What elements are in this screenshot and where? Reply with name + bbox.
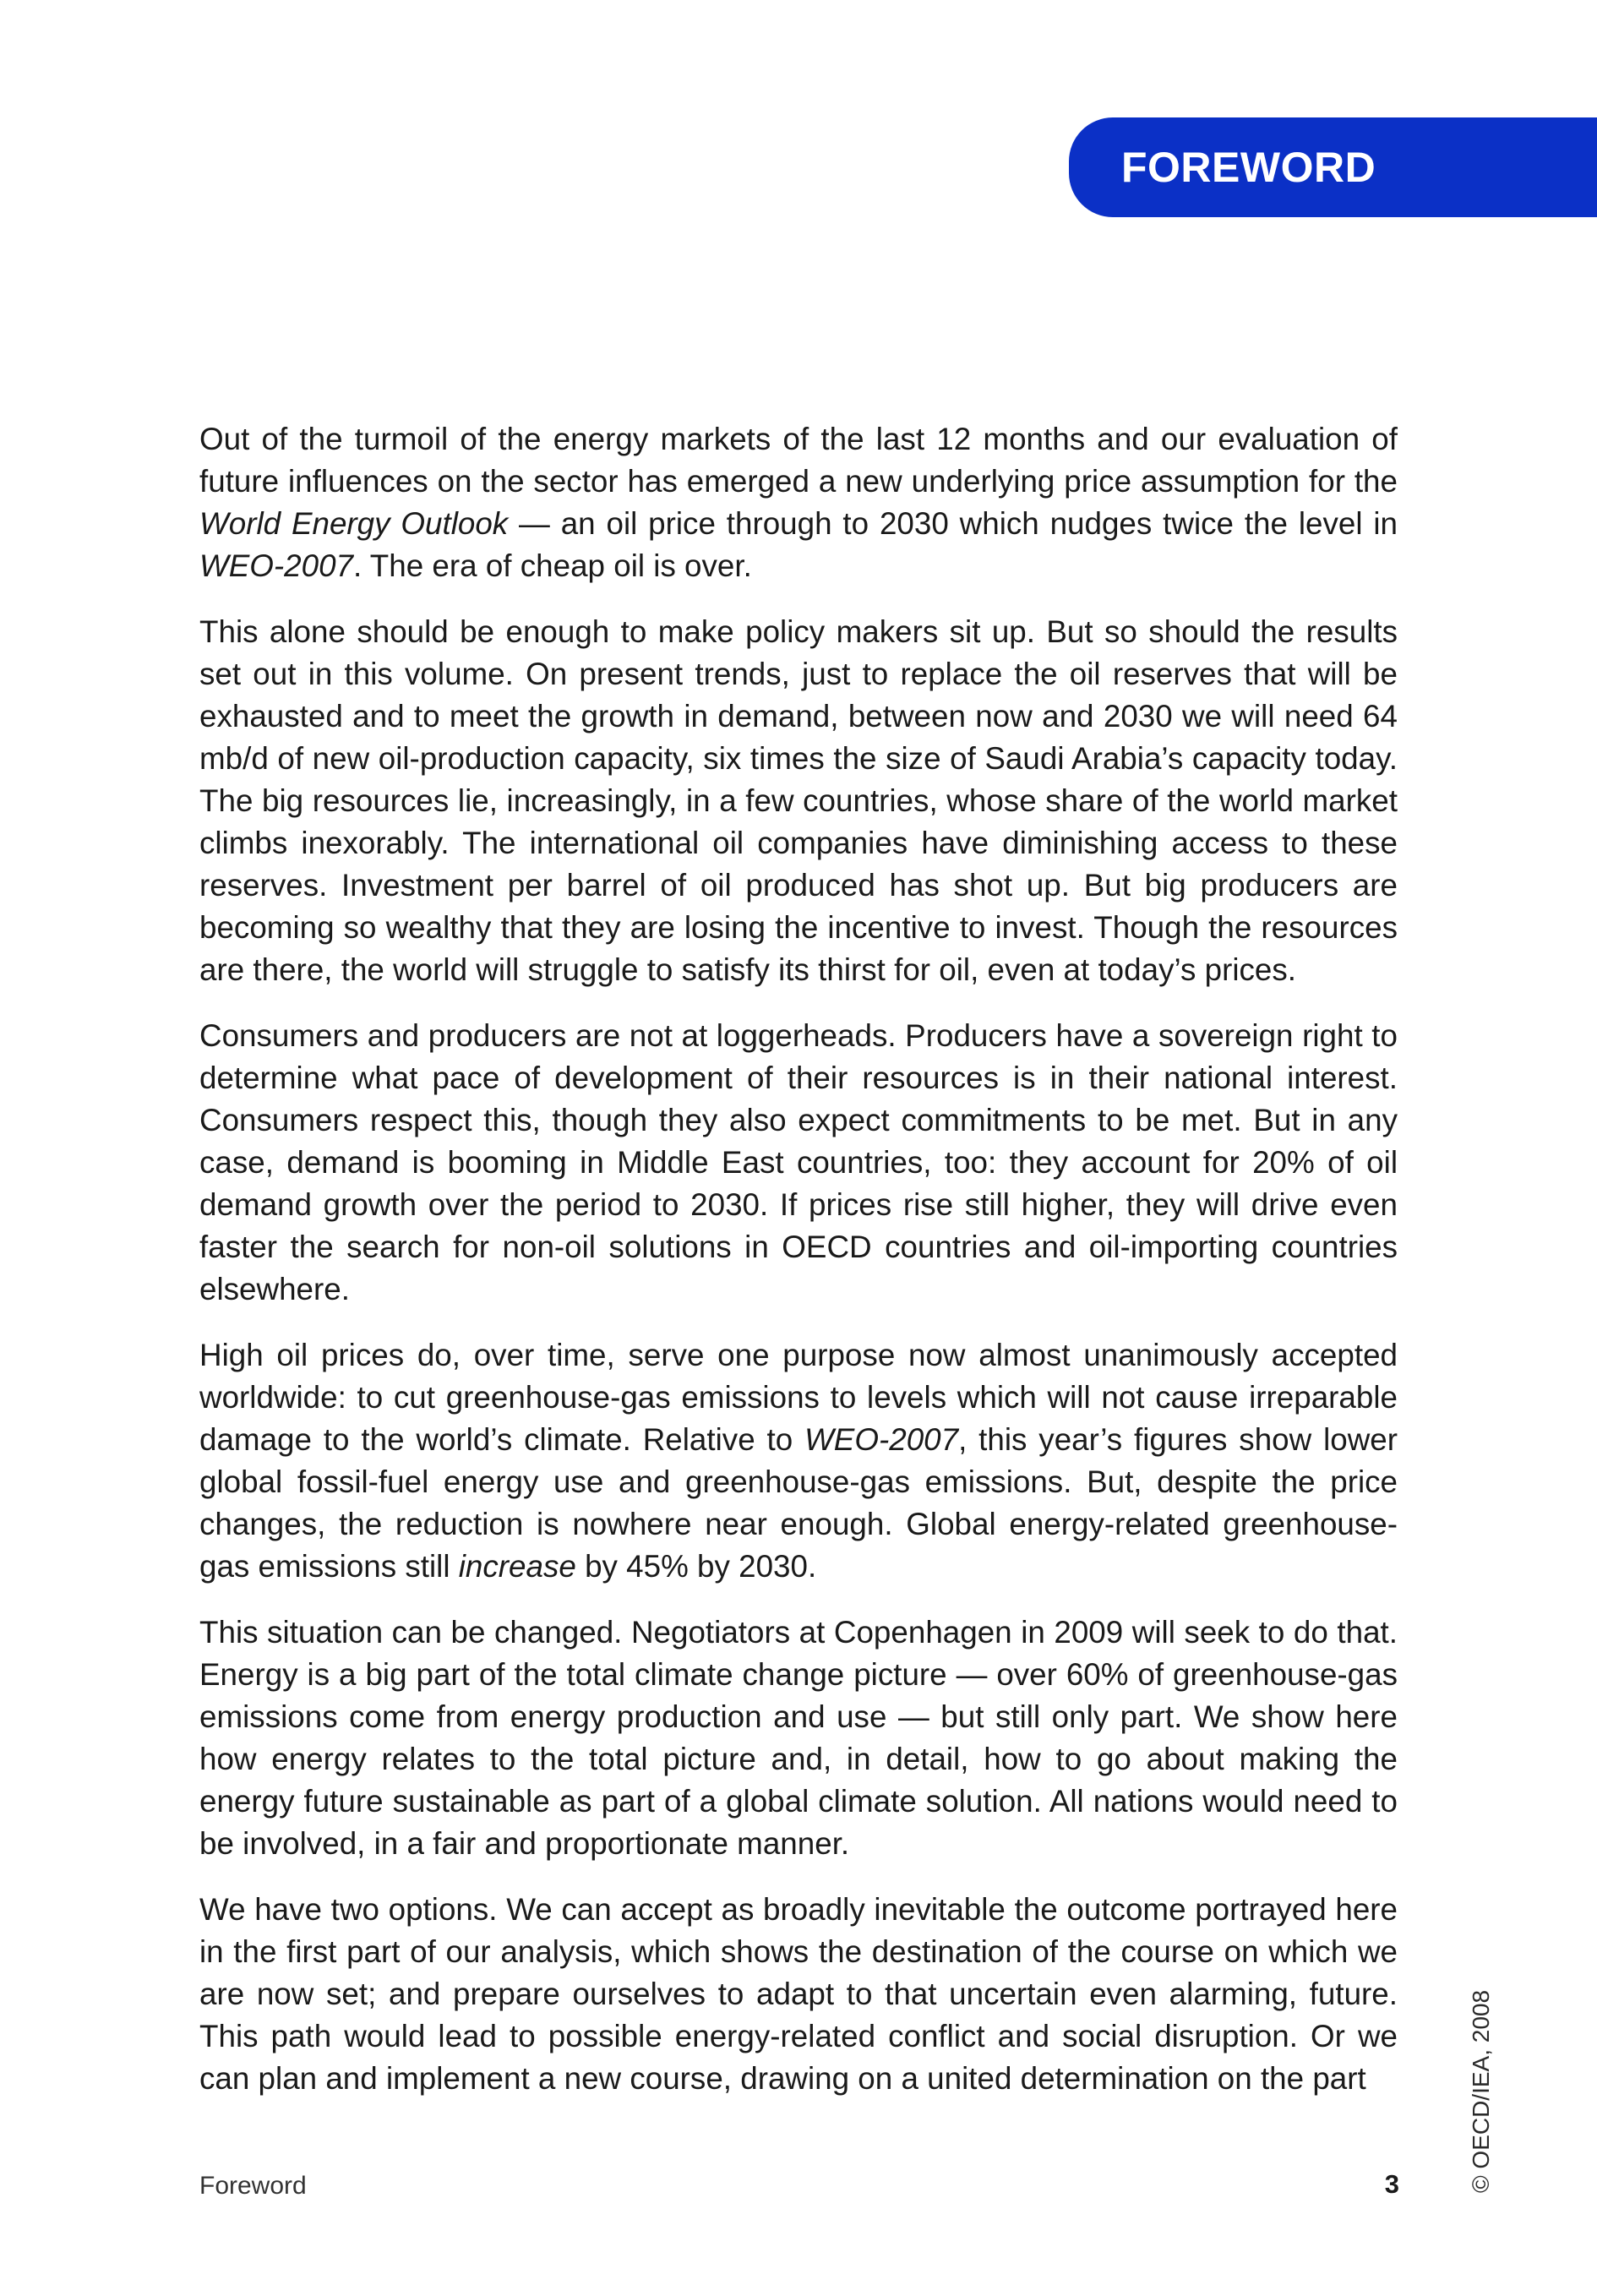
- text-run: by 45% by 2030.: [575, 1549, 817, 1584]
- page-number: 3: [1384, 2169, 1399, 2199]
- text-run: . The era of cheap oil is over.: [353, 548, 752, 583]
- text-run: Consumers and producers are not at loggerheads. Producers have a sovereign right to determine what pace of development of their resources is in their national interest. Consumers respect this, though they also expect commitments to be met. But in any case, demand is booming in Middle East countries, too: they account for 20% of oil demand growth over the period to 2030. If prices rise still higher, they will drive even faster the search for non-oil solutions in OECD countries and oil-importing countries elsewhere.: [199, 1018, 1398, 1306]
- paragraph-1: [199, 418, 1398, 587]
- copyright-notice: © OECD/IEA, 2008: [1468, 1989, 1494, 2193]
- footer-section-label: Foreword: [199, 2172, 307, 2200]
- body-text: [199, 418, 1398, 2124]
- copyright-margin: [1466, 1961, 1500, 2193]
- text-run: We have two options. We can accept as broadly inevitable the outcome portrayed here in the first part of our analysis, which shows the destination of the course on which we are now set; and prepare ourselves to adapt to that uncertain even alarming, future. This path would lead to possible energy-related conflict and social disruption. Or we can plan and implement a new course, drawing on a united determination on the part: [199, 1892, 1398, 2096]
- paragraph-6: [199, 1889, 1398, 2100]
- paragraph-2: [199, 611, 1398, 991]
- paragraph-5: [199, 1612, 1398, 1865]
- text-run: — an oil price through to 2030 which nudges twice the level in: [508, 506, 1398, 541]
- italic-run: World Energy Outlook: [199, 506, 509, 541]
- paragraph-4: [199, 1334, 1398, 1588]
- text-run: This situation can be changed. Negotiators at Copenhagen in 2009 will seek to do that. Energy is a big part of the total climate change picture — over 60% of greenhouse-gas emissions come from energy production and use — but still only part. We show here how energy relates to the total picture and, in detail, how to go about making the energy future sustainable as part of a global climate solution. All nations would need to be involved, in a fair and proportionate manner.: [199, 1615, 1398, 1861]
- text-run: , this year’s figures show lower global fossil-fuel energy use and greenhouse-gas emissions. But, despite the price changes, the reduction is nowhere near enough. Global energy-related greenhouse-gas emissions still: [199, 1422, 1398, 1584]
- text-run: Out of the turmoil of the energy markets of the last 12 months and our evaluation of future influences on the sector has emerged a new underlying price assumption for the: [199, 422, 1398, 499]
- paragraph-3: [199, 1015, 1398, 1311]
- italic-run: WEO-2007: [804, 1422, 959, 1457]
- text-run: This alone should be enough to make policy makers sit up. But so should the results set out in this volume. On present trends, just to replace the oil reserves that will be exhausted and to meet the growth in demand, between now and 2030 we will need 64 mb/d of new oil-production capacity, six times the size of Saudi Arabia’s capacity today. The big resources lie, increasingly, in a few countries, whose share of the world market climbs inexorably. The international oil companies have diminishing access to these reserves. Investment per barrel of oil produced has shot up. But big producers are becoming so wealthy that they are losing the incentive to invest. Though the resources are there, the world will struggle to satisfy its thirst for oil, even at today’s prices.: [199, 614, 1398, 987]
- italic-run: WEO-2007: [199, 548, 354, 583]
- foreword-title: FOREWORD: [1121, 144, 1376, 191]
- foreword-header-tab: [1069, 117, 1597, 217]
- text-run: High oil prices do, over time, serve one purpose now almost unanimously accepted worldwide: to cut greenhouse-gas emissions to levels which will not cause irreparable damage to the world’s climate. Relative to: [199, 1338, 1398, 1457]
- italic-run: increase: [458, 1549, 576, 1584]
